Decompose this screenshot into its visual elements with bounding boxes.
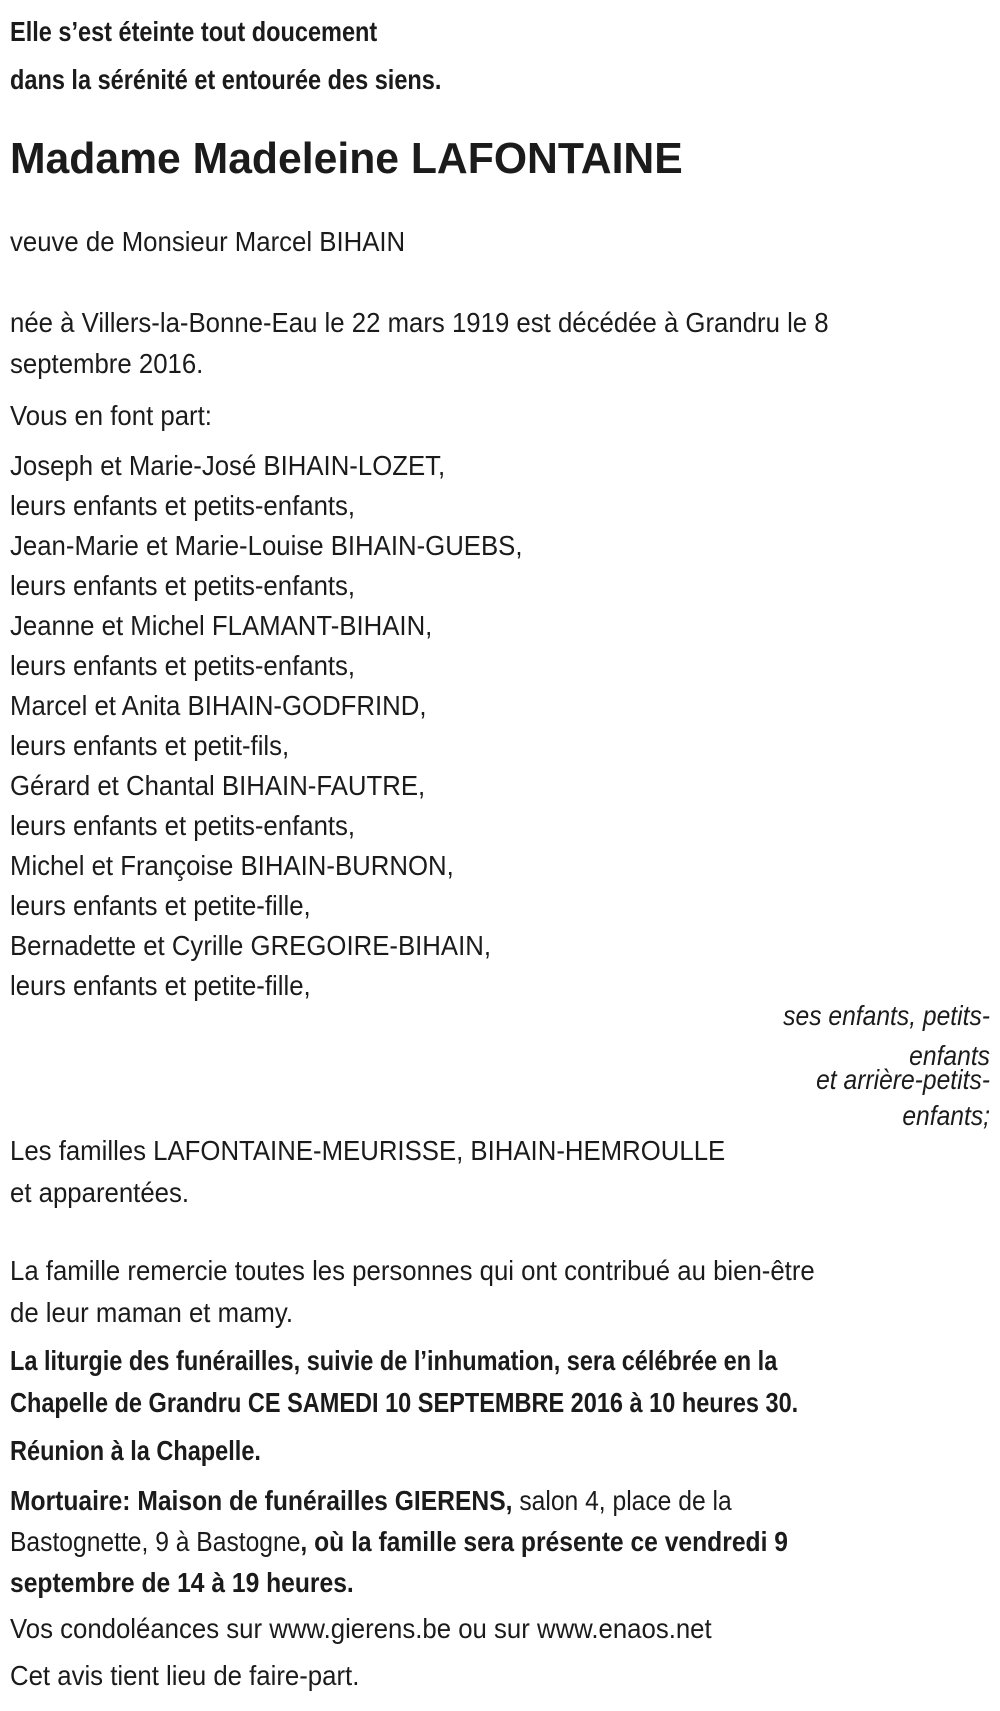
opening-line-2: dans la sérénité et entourée des siens. [10, 64, 442, 95]
family-line: Joseph et Marie-José BIHAIN-LOZET, [10, 450, 446, 481]
mortuary-line-1-regular: salon 4, place de la [512, 1485, 732, 1516]
mortuary-line-1 [10, 1480, 872, 1521]
related-families-line-2: et apparentées. [10, 1177, 190, 1208]
reunion-line: Réunion à la Chapelle. [10, 1435, 261, 1466]
thanks-line-1: La famille remercie toutes les personnes qui ont contribué au bien-être [10, 1255, 815, 1286]
condolences-prefix: Vos condoléances sur [10, 1613, 270, 1644]
opening-line-1: Elle s’est éteinte tout doucement [10, 16, 378, 47]
descendants-note-line: ses enfants, petits- [783, 1000, 990, 1031]
mortuary-line-2-regular: Bastognette, 9 à Bastogne [10, 1526, 301, 1557]
opening-sentence [10, 8, 990, 104]
birth-death-line-2: septembre 2016. [10, 348, 204, 379]
closing-line: Cet avis tient lieu de faire-part. [10, 1660, 360, 1691]
family-line: leurs enfants et petite-fille, [10, 970, 311, 1001]
enaos-url[interactable]: www.enaos.net [536, 1613, 712, 1644]
mortuary-line-1-bold: Mortuaire: Maison de funérailles GIERENS, [10, 1485, 513, 1516]
mortuary-line-3-bold: septembre de 14 à 19 heures. [10, 1567, 354, 1598]
thanks-line-2: de leur maman et mamy. [10, 1297, 293, 1328]
deceased-name: Madame Madeleine LAFONTAINE [10, 134, 683, 183]
liturgy-line-2: Chapelle de Grandru CE SAMEDI 10 SEPTEMBRE 2016 à 10 heures 30. [10, 1387, 799, 1418]
family-line: leurs enfants et petit-fils, [10, 730, 290, 761]
descendants-note-line: enfants; [902, 1100, 990, 1131]
family-list [10, 446, 990, 1006]
family-line: Gérard et Chantal BIHAIN-FAUTRE, [10, 770, 426, 801]
gierens-url[interactable]: www.gierens.be [269, 1613, 452, 1644]
mortuary-paragraph [10, 1480, 990, 1603]
descendants-note [10, 996, 990, 1136]
mortuary-line-2-bold: , où la famille sera présente ce vendredi 9 [300, 1526, 788, 1557]
descendants-note-line: enfants [909, 1040, 990, 1071]
condolences-line [10, 1609, 912, 1649]
relation-line: veuve de Monsieur Marcel BIHAIN [10, 226, 406, 257]
birth-death-line-1: née à Villers-la-Bonne-Eau le 22 mars 1919 est décédée à Grandru le 8 [10, 307, 829, 338]
related-families [10, 1130, 990, 1214]
thanks-paragraph [10, 1250, 990, 1334]
mortuary-line-2 [10, 1521, 872, 1562]
family-line: Marcel et Anita BIHAIN-GODFRIND, [10, 690, 427, 721]
descendants-note-line: et arrière-petits- [816, 1064, 990, 1095]
mortuary-line-3 [10, 1562, 872, 1603]
family-line: leurs enfants et petite-fille, [10, 890, 311, 921]
family-line: Bernadette et Cyrille GREGOIRE-BIHAIN, [10, 930, 492, 961]
family-line: Michel et Françoise BIHAIN-BURNON, [10, 850, 454, 881]
birth-death-info [10, 302, 990, 384]
family-line: leurs enfants et petits-enfants, [10, 490, 356, 521]
family-line: leurs enfants et petits-enfants, [10, 650, 356, 681]
related-families-line-1: Les familles LAFONTAINE-MEURISSE, BIHAIN-HEMROULLE [10, 1135, 726, 1166]
family-line: Jeanne et Michel FLAMANT-BIHAIN, [10, 610, 433, 641]
funeral-liturgy-paragraph [10, 1340, 990, 1424]
announced-by-label: Vous en font part: [10, 400, 212, 431]
family-line: Jean-Marie et Marie-Louise BIHAIN-GUEBS, [10, 530, 523, 561]
condolences-middle: ou sur [451, 1613, 537, 1644]
liturgy-line-1: La liturgie des funérailles, suivie de l’inhumation, sera célébrée en la [10, 1345, 778, 1376]
family-line: leurs enfants et petits-enfants, [10, 570, 356, 601]
family-line: leurs enfants et petits-enfants, [10, 810, 356, 841]
